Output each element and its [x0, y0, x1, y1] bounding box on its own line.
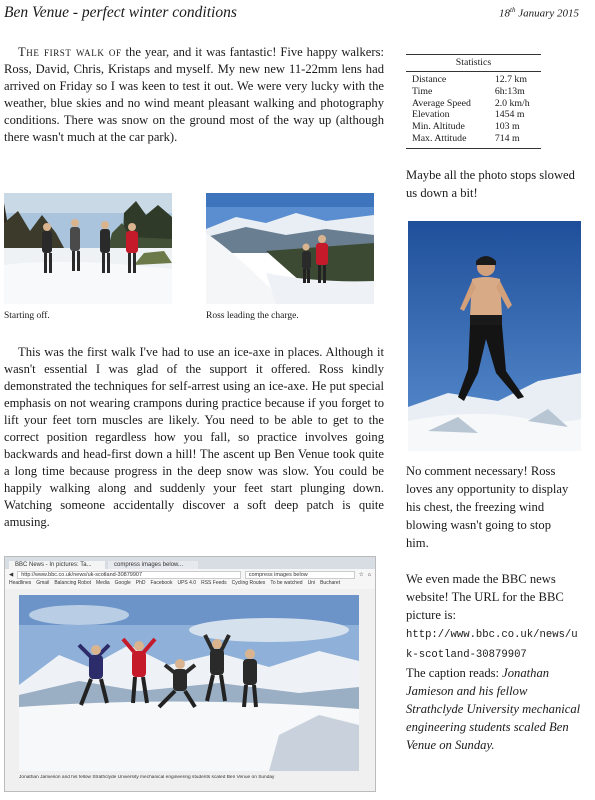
statistics-value: 2.0 km/h: [494, 97, 530, 109]
browser-tab-2: compress images below...: [108, 561, 198, 569]
bbc-photo-caption: Jonathan Jamieson and his fellow Strathclyde University mechanical engineering students scaled Ben Venue on Sunday: [19, 775, 275, 780]
statistics-row: [406, 86, 541, 98]
bookmark-item[interactable]: Facebook: [150, 580, 173, 586]
caption-starting-off: Starting off.: [4, 311, 50, 321]
statistics-row: [406, 121, 541, 133]
statistics-row: [406, 109, 541, 121]
statistics-label: Time: [412, 85, 433, 97]
body-paragraph-ice-axe: This was the first walk I've had to use an ice-axe in places. Although it wasn't essential I was glad of the support it offered. Ross kindly demonstrated the techniques for self-arrest using an ice-axe. He put special emphasis on not wearing crampons during practice because if you forget to lift your feet torn muscles are likely. You need to be able to get to the correct position regardless how you fall, so practice involves going backwards and head-first down a hill! The ascent up Ben Venue took quite a long time because progress in the deep snow was slow. You could be happily walking along and suddenly your feet start plunging down. Watching someone accidentally discover a soft deep patch is quite amusing.: [4, 345, 384, 529]
statistics-label: Max. Attitude: [412, 132, 467, 144]
statistics-label: Elevation: [412, 109, 450, 121]
statistics-row: [406, 74, 541, 86]
statistics-value: 103 m: [494, 121, 520, 133]
photo-ross-shirtless: [408, 221, 581, 451]
bookmark-item[interactable]: Headlines: [9, 580, 32, 586]
back-arrow-icon: ◀: [9, 571, 14, 578]
bookmark-item[interactable]: RSS Feeds: [201, 580, 227, 586]
sidebar-note-photo-stops: Maybe all the photo stops slowed us down a bit!: [406, 168, 575, 200]
bookmark-item[interactable]: Gmail: [36, 580, 50, 586]
statistics-value: 714 m: [494, 132, 520, 144]
bbc-intro-text: We even made the BBC news website! The URL for the BBC picture is:: [406, 572, 564, 622]
bbc-caption-quote: Jonathan Jamieson and his fellow Strathclyde University mechanical engineering students scaled Ben Venue on Sunday.: [406, 666, 581, 752]
statistics-heading: Statistics: [406, 55, 541, 72]
statistics-row: [406, 133, 541, 145]
intro-smallcaps: The first walk of: [18, 45, 122, 59]
bbc-caption-lead: The caption reads:: [406, 666, 500, 680]
browser-url-field: http://www.bbc.co.uk/news/uk-scotland-30879907: [17, 571, 241, 579]
caption-ross-leading: Ross leading the charge.: [206, 311, 299, 321]
statistics-value: 6h:13m: [494, 85, 525, 97]
statistics-value: 12.7 km: [494, 74, 527, 85]
bookmark-item[interactable]: Bucharet: [320, 580, 341, 586]
bookmark-item[interactable]: Balancing Robot: [54, 580, 92, 586]
browser-tab-1: BBC News - In pictures: Ta...: [9, 561, 105, 569]
date-day: 18: [499, 7, 510, 20]
star-icon: ☆: [358, 571, 364, 578]
bookmark-item[interactable]: UPS 4.0: [177, 580, 197, 586]
sidebar-note-no-comment: No comment necessary! Ross loves any opportunity to display his chest, the freezing wind blowing wasn't going to stop him.: [406, 464, 569, 550]
bookmark-item[interactable]: Uni: [307, 580, 316, 586]
statistics-value: 1454 m: [494, 109, 525, 121]
bbc-url-link[interactable]: http://www.bbc.co.uk/news/uk-scotland-30879907: [406, 629, 578, 661]
bookmark-item[interactable]: Google: [114, 580, 131, 586]
browser-search-field: compress images below: [245, 571, 355, 579]
page-date: [499, 6, 579, 20]
home-icon: ⌂: [367, 571, 371, 578]
photo-starting-off: [4, 193, 172, 304]
photo-ross-leading: [206, 193, 374, 304]
browser-tab-bar: [5, 557, 375, 569]
browser-toolbar: [5, 569, 375, 580]
bbc-browser-screenshot: [4, 556, 376, 792]
bookmark-item[interactable]: Media: [96, 580, 110, 586]
statistics-label: Distance: [412, 74, 447, 85]
bookmark-item[interactable]: PhD: [135, 580, 146, 586]
browser-bookmarks-bar: [5, 580, 375, 589]
statistics-table: [406, 54, 541, 149]
intro-paragraph: [4, 44, 384, 146]
statistics-row: [406, 98, 541, 110]
sidebar-bbc-section: [406, 570, 581, 754]
intro-text: the year, and it was fantastic! Five happy walkers: Ross, David, Chris, Kristaps and myself. My new new 11-22mm lens had arrived on Friday so I was keen to test it out. We were very lucky with the weather, blue skies and no wind meant pleasant walking and photography conditions. There was snow on the ground most of the way up (although there wasn't much at the car park).: [4, 45, 384, 144]
bookmark-item[interactable]: To be watched: [270, 580, 303, 586]
page-title: Ben Venue - perfect winter conditions: [4, 4, 237, 21]
date-rest: January 2015: [518, 7, 579, 20]
bookmark-item[interactable]: Cycling Routes: [231, 580, 266, 586]
statistics-label: Average Speed: [412, 97, 471, 109]
statistics-label: Min. Altitude: [412, 121, 465, 133]
bbc-group-photo: [19, 595, 359, 771]
date-suffix: th: [510, 6, 516, 14]
